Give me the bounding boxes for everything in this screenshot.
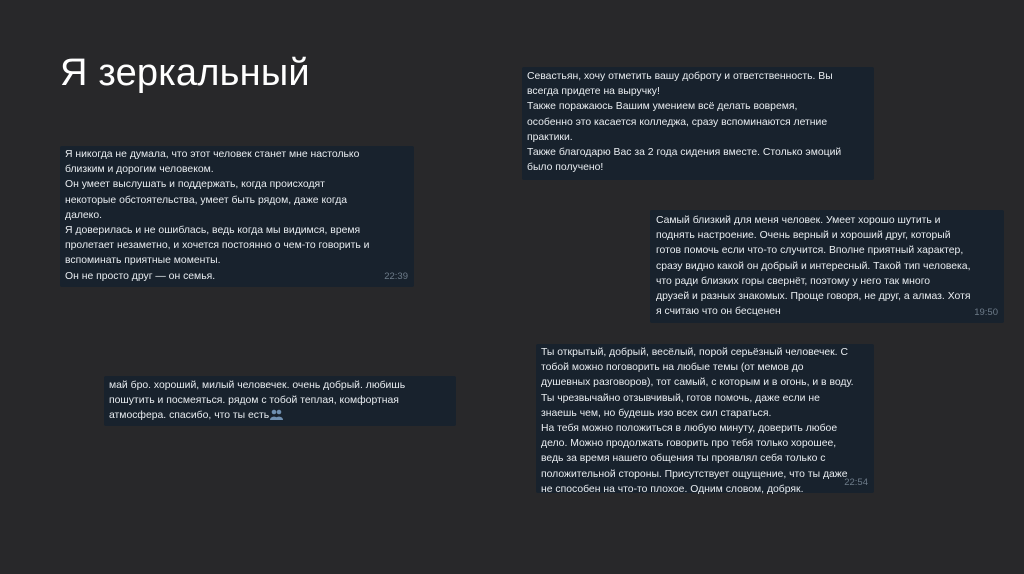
message-line: некоторые обстоятельства, умеет быть рядом, даже когда [65,194,348,206]
message-line: поднять настроение. Очень верный и хороший друг, который [656,230,951,242]
message-bubble [650,210,1004,323]
message-line: На тебя можно положиться в любую минуту, доверить любое [541,423,838,435]
message-line: сразу видно какой он добрый и интересный. Такой тип человека, [656,260,971,272]
message-timestamp: 19:50 [974,306,998,318]
two-people-icon [270,409,283,420]
slide-title: Я зеркальный [60,52,310,94]
message-line: близким и дорогим человеком. [65,164,214,176]
message-line: Ты открытый, добрый, весёлый, порой серьёзный человечек. С [541,347,848,358]
message-line: что ради близких горы свернёт, поэтому у него так много [656,275,931,287]
message-line: май бро. хороший, милый человечек. очень добрый. любишь [109,380,406,391]
message-line: Я никогда не думала, что этот человек станет мне настолько [65,149,360,160]
message-timestamp: 22:54 [844,476,868,488]
message-line-text: атмосфера. спасибо, что ты есть [109,410,270,422]
message-line: пошутить и посмеяться. рядом с тобой теплая, комфортная [109,395,399,407]
message-line: практики. [527,131,573,143]
message-line [109,408,451,423]
message-line: Он не просто друг — он семья. [65,270,216,282]
message-line: далеко. [65,209,103,221]
message-bubble [536,344,874,493]
message-bubble [522,67,874,180]
message-line: особенно это касается колледжа, сразу вспоминаются летние [527,116,828,128]
message-line: готов помочь если что-то случится. Вполне приятный характер, [656,245,964,257]
message-line: Также благодарю Вас за 2 года сидения вместе. Столько эмоций [527,147,842,159]
message-line: Также поражаюсь Вашим умением всё делать вовремя, [527,101,798,113]
message-line: Он умеет выслушать и поддержать, когда происходят [65,179,325,191]
message-line: Севастьян, хочу отметить вашу доброту и ответственность. Вы [527,71,833,82]
message-timestamp: 22:39 [384,270,408,282]
message-line: Ты чрезвычайно отзывчивый, готов помочь, даже если не [541,392,820,404]
message-line: дело. Можно продолжать говорить про тебя только хорошее, [541,438,837,450]
message-bubble [60,146,414,287]
message-line: ведь за время нашего общения ты проявлял себя только с [541,453,826,465]
message-line: положительной стороны. Присутствует ощущение, что ты даже [541,468,848,480]
message-line: пролетает незаметно, и хочется постоянно о чем-то говорить и [65,240,370,252]
message-line: тобой можно поговорить на любые темы (от мемов до [541,362,804,374]
message-line: не способен на что-то плохое. Одним словом, добряк. [541,483,804,495]
message-line: друзей и разных знакомых. Проще говоря, не друг, а алмаз. Хотя [656,291,971,303]
message-line: Самый близкий для меня человек. Умеет хорошо шутить и [656,215,941,226]
message-line: знаешь чем, но будешь изо всех сил стараться. [541,407,772,419]
message-line: всегда придете на выручку! [527,86,660,98]
message-bubble [104,376,456,426]
message-line: я считаю что он бесценен [656,306,781,318]
message-line: вспоминать приятные моменты. [65,255,221,267]
message-line: Я доверилась и не ошиблась, ведь когда мы видимся, время [65,225,361,237]
message-line: было получено! [527,162,604,174]
message-line: душевных разговоров), тот самый, с которым и в огонь, и в воду. [541,377,854,389]
